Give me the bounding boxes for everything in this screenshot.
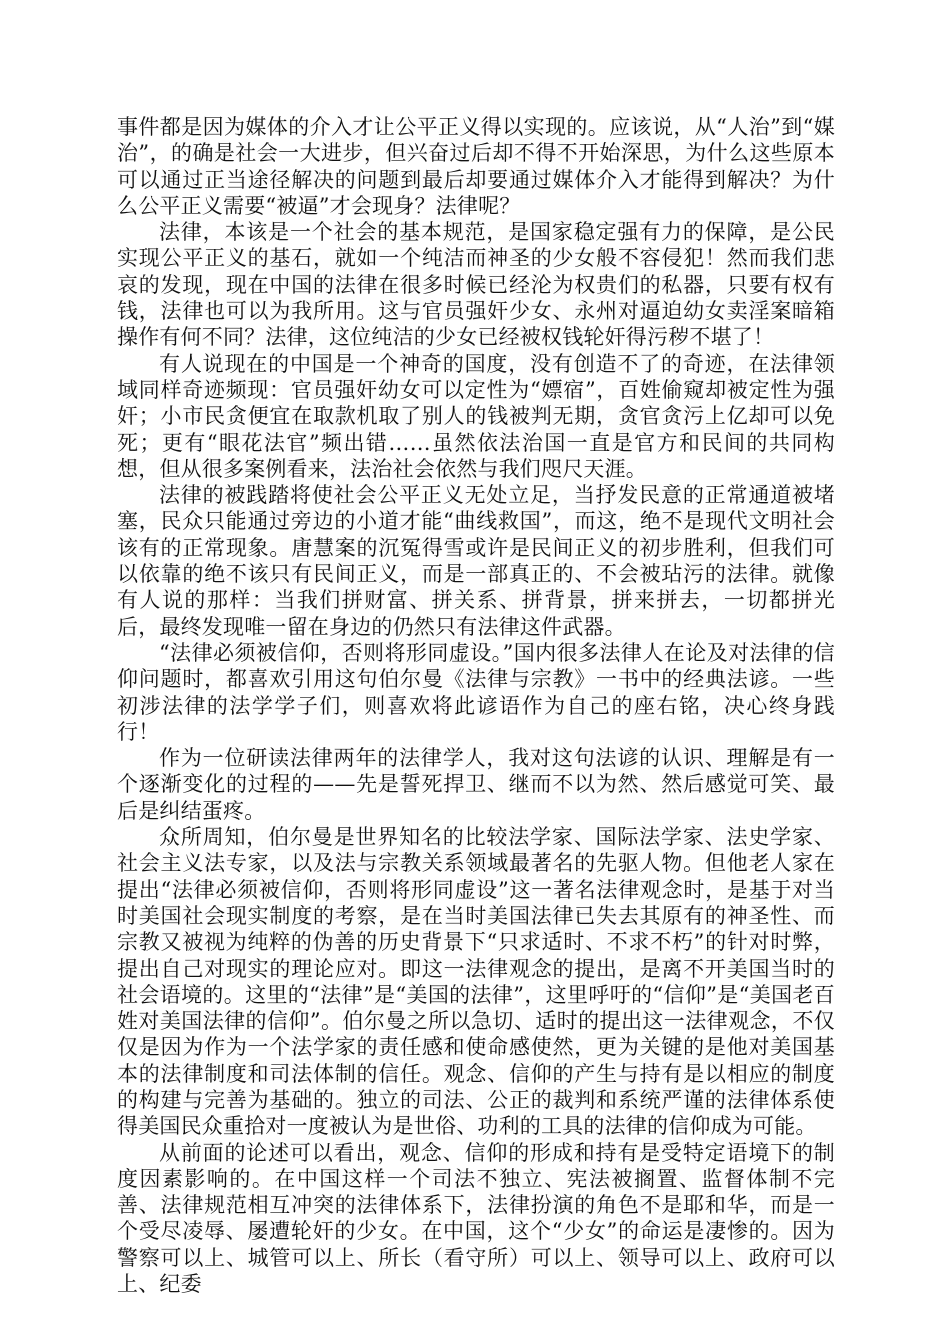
paragraph-4: 法律的被践踏将使社会公平正义无处立足，当抒发民意的正常通道被堵塞，民众只能通过旁边的小道才能“曲线救国”，而这，绝不是现代文明社会该有的正常现象。唐慧案的沉冤得雪或许是民间正义的初步胜利，但我们可以依靠的绝不该只有民间正义，而是一部真正的、不会被玷污的法律。就像有人说的那样：当我们拼财富、拼关系、拼背景，拼来拼去，一切都拼光后，最终发现唯一留在身边的仍然只有法律这件武器。: [117, 483, 835, 639]
body-text: [117, 114, 835, 1297]
paragraph-5: “法律必须被信仰，否则将形同虚设。”国内很多法律人在论及对法律的信仰问题时，都喜欢引用这句伯尔曼《法律与宗教》一书中的经典法谚。一些初涉法律的法学学子们，则喜欢将此谚语作为自己的座右铭，决心终身践行！: [117, 640, 835, 744]
paragraph-6: 作为一位研读法律两年的法律学人，我对这句法谚的认识、理解是有一个逐渐变化的过程的——先是誓死捍卫、继而不以为然、然后感觉可笑、最后是纠结蛋疼。: [117, 746, 835, 823]
paragraph-2: 法律，本该是一个社会的基本规范，是国家稳定强有力的保障，是公民实现公平正义的基石，就如一个纯洁而神圣的少女般不容侵犯！然而我们悲哀的发现，现在中国的法律在很多时候已经沦为权贵们的私器，只要有权有钱，法律也可以为我所用。这与官员强奸少女、永州对逼迫幼女卖淫案暗箱操作有何不同？法律，这位纯洁的少女已经被权钱轮奸得污秽不堪了！: [117, 220, 835, 350]
paragraph-3: 有人说现在的中国是一个神奇的国度，没有创造不了的奇迹，在法律领域同样奇迹频现：官员强奸幼女可以定性为“嫖宿”，百姓偷窥却被定性为强奸；小市民贪便宜在取款机取了别人的钱被判无期，贪官贪污上亿却可以免死；更有“眼花法官”频出错……虽然依法治国一直是官方和民间的共同构想，但从很多案例看来，法治社会依然与我们咫尺天涯。: [117, 351, 835, 481]
paragraph-7: 众所周知，伯尔曼是世界知名的比较法学家、国际法学家、法史学家、社会主义法专家，以及法与宗教关系领域最著名的先驱人物。但他老人家在提出“法律必须被信仰，否则将形同虚设”这一著名法律观念时，是基于对当时美国社会现实制度的考察，是在当时美国法律已失去其原有的神圣性、而宗教又被视为纯粹的伪善的历史背景下“只求适时、不求不朽”的针对时弊，提出自己对现实的理论应对。即这一法律观念的提出，是离不开美国当时的社会语境的。这里的“法律”是“美国的法律”，这里呼吁的“信仰”是“美国老百姓对美国法律的信仰”。伯尔曼之所以急切、适时的提出这一法律观念，不仅仅是因为作为一个法学家的责任感和使命感使然，更为关键的是他对美国基本的法律制度和司法体制的信任。观念、信仰的产生与持有是以相应的制度的构建与完善为基础的。独立的司法、公正的裁判和系统严谨的法律体系使得美国民众重拾对一度被认为是世俗、功利的工具的法律的信仰成为可能。: [117, 825, 835, 1139]
paragraph-8: 从前面的论述可以看出，观念、信仰的形成和持有是受特定语境下的制度因素影响的。在中国这样一个司法不独立、宪法被搁置、监督体制不完善、法律规范相互冲突的法律体系下，法律扮演的角色不是耶和华，而是一个受尽凌辱、屡遭轮奸的少女。在中国，这个“少女”的命运是凄惨的。因为警察可以上、城管可以上、所长（看守所）可以上、领导可以上、政府可以上、纪委: [117, 1140, 835, 1297]
paragraph-1: 事件都是因为媒体的介入才让公平正义得以实现的。应该说，从“人治”到“媒治”，的确是社会一大进步，但兴奋过后却不得不开始深思，为什么这些原本可以通过正当途径解决的问题到最后却要通过媒体介入才能得到解决？为什么公平正义需要“被逼”才会现身？法律呢？: [117, 115, 835, 218]
